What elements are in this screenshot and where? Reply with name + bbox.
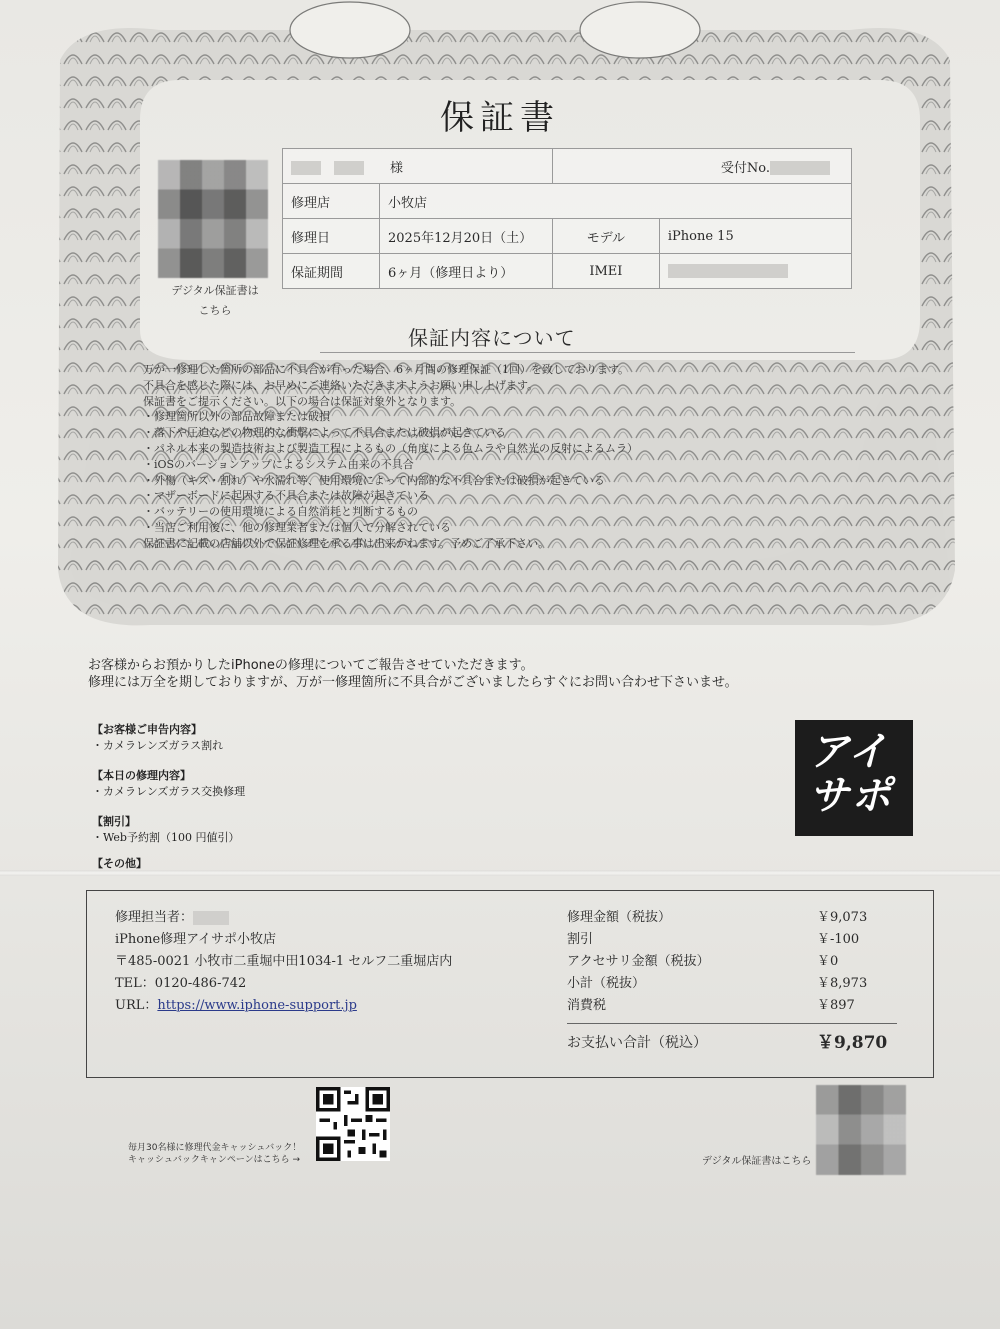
cost-row: 割引 ￥-100 [567, 932, 860, 947]
repair-content-block: 【本日の修理内容】 ・カメラレンズガラス交換修理 [92, 769, 246, 798]
discount-block: 【割引】 ・Web予約割（100 円値引） [92, 815, 240, 844]
customer-report-block: 【お客様ご申告内容】 ・カメラレンズガラス割れ [92, 723, 224, 752]
model-value: iPhone 15 [659, 219, 851, 254]
warranty-info-table: 様 受付No. 修理店 小牧店 修理日 2025年12月20日（土） モデル iPhone 15 保証期間 6ヶ月（修理日より） IMEI [282, 148, 852, 289]
divider [320, 352, 855, 353]
date-label: 修理日 [283, 219, 380, 254]
digital-warranty-caption: デジタル保証書はこちら [702, 1156, 812, 1167]
section-title: 保証内容について [408, 326, 576, 350]
cashback-qr-code[interactable] [316, 1086, 390, 1162]
cost-row: アクセサリ金額（税抜） ￥0 [567, 954, 839, 969]
paper-fold [0, 870, 1000, 876]
shop-url-link[interactable]: https://www.iphone-support.jp [157, 998, 357, 1013]
shop-info: 修理担当者： iPhone修理アイサポ小牧店 〒485-0021 小牧市二重堀中田1034-1 セルフ二重堀店内 TEL：0120-486-742 URL：https://www.iphone-support.jp [115, 910, 453, 1013]
shop-label: 修理店 [283, 184, 380, 219]
warranty-value: 6ヶ月（修理日より） [380, 254, 553, 289]
cashback-note: 毎月30名様に修理代金キャッシュバック！ キャッシュバックキャンペーンはこちら → [128, 1143, 302, 1165]
cost-summary [567, 907, 897, 1054]
cost-row: 小計（税抜） ￥8,973 [567, 976, 868, 991]
imei-value [659, 254, 851, 289]
masked-qr-code [816, 1085, 906, 1175]
masked-qr-code [158, 160, 268, 278]
other-block: 【その他】 [92, 857, 147, 870]
cost-row: 消費税 ￥897 [567, 998, 855, 1013]
qr-caption: デジタル保証書は こちら [171, 284, 259, 317]
cost-row: 修理金額（税抜） ￥9,073 [567, 910, 868, 925]
divider [567, 1023, 897, 1024]
date-value: 2025年12月20日（土） [380, 219, 553, 254]
warranty-clauses: 万が一修理した箇所の部品に不具合が有った場合、6ヶ月間の修理保証（1回）を致しております。 不具合を感じた際には、お早めにご連絡いただきますようお願い申し上げます。 保証書をご提示ください。以下の場合は保証対象外となります。 ・修理箇所以外の部品故障または破損 ・落下や圧迫などの物理的な衝撃によって不具合または破損が起きている ・パネル本来の製造技術および製造工程によるもの（角度による色ムラや自然光の反射によるムラ） ・iOSのバージョンアップによるシステム由来の不具合 ・外傷（キズ・割れ）や水濡れ等、使用環境によって内部的な不具合または破損が起きている ・マザーボードに起因する不具合または故障が起きている ・バッテリーの使用環境による自然消耗と判断するもの ・当店ご利用後に、他の修理業者または個人で分解されている 保証書に記載の店舗以外で保証修理を承る事は出来かねます。予めご了承下さい。 [132, 363, 638, 550]
imei-label: IMEI [552, 254, 659, 289]
billing-box [86, 890, 934, 1078]
page-title: 保証書 [440, 98, 560, 138]
customer-name-cell: 様 [283, 149, 553, 184]
warranty-label: 保証期間 [283, 254, 380, 289]
report-text: お客様からお預かりしたiPhoneの修理についてご報告させていただきます。 修理には万全を期しておりますが、万が一修理箇所に不具合がございましたらすぐにお問い合わせ下さいませ。 [88, 658, 738, 690]
aisapo-logo: アイ サポ [795, 720, 913, 836]
model-label: モデル [552, 219, 659, 254]
total-row: お支払い合計（税込） ￥9,870 [567, 1033, 888, 1053]
shop-value: 小牧店 [380, 184, 852, 219]
